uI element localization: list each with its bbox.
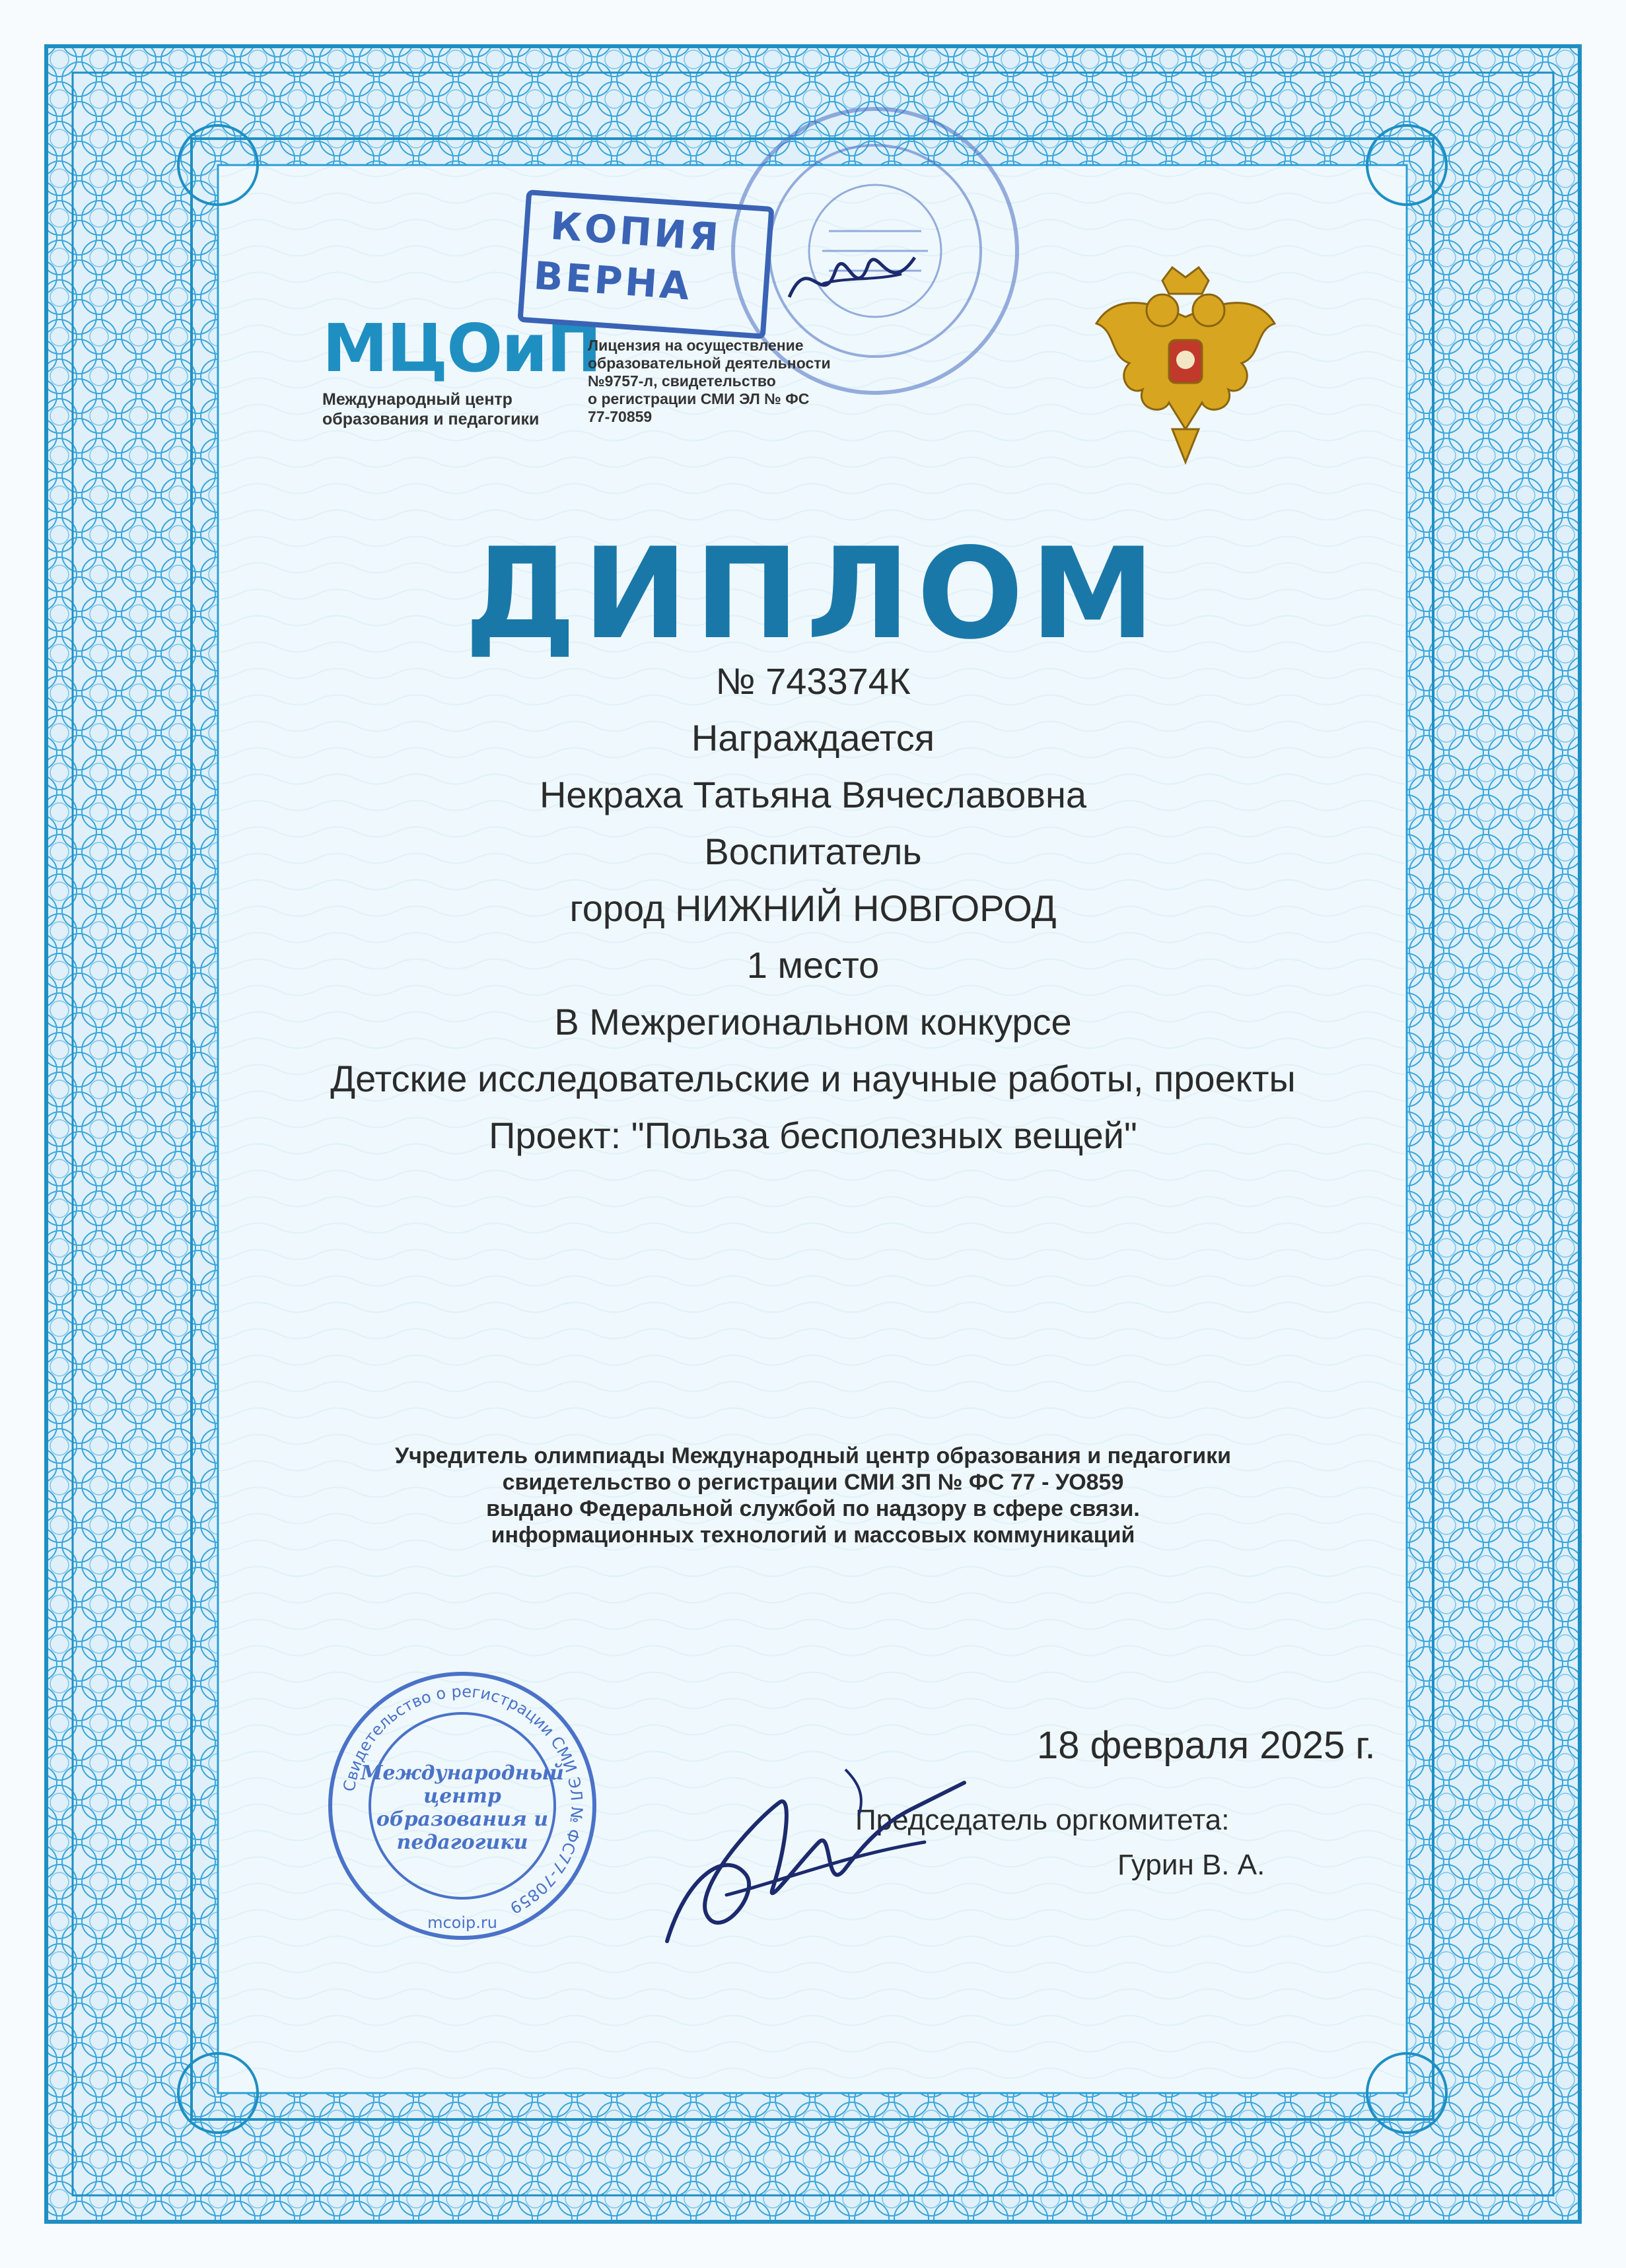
organization-round-stamp [324, 1667, 601, 1944]
copy-certified-stamp [517, 189, 777, 339]
org-stamp-center-line: педагогики [396, 1831, 528, 1854]
awarded-label: Награждается [691, 717, 935, 759]
recipient-position: Воспитатель [704, 831, 922, 872]
recipient-city: город НИЖНИЙ НОВГОРОД [569, 887, 1057, 929]
org-stamp-center-line: центр [423, 1785, 501, 1808]
award-place: 1 место [746, 944, 880, 986]
license-line: образовательной деятельности [588, 355, 831, 372]
copy-stamp-line2: ВЕРНА [532, 253, 693, 309]
founder-line: выдано Федеральной службой по надзору в сфере связи. [486, 1496, 1140, 1521]
diploma-title: ДИПЛОМ [464, 521, 1162, 667]
org-stamp-ring-text: Свидетельство о регистрации СМИ ЭЛ № ФС77-70859 [339, 1682, 586, 1917]
logo-subtitle [322, 390, 573, 429]
issue-date: 18 февраля 2025 г. [1037, 1724, 1376, 1767]
license-line: о регистрации СМИ ЭЛ № ФС [588, 390, 810, 407]
founder-line: Учредитель олимпиады Международный центр образования и педагогики [394, 1443, 1232, 1468]
org-stamp-center-line: Международный [361, 1762, 564, 1785]
chairman-signature [647, 1743, 977, 1961]
coat-of-arms-icon [1090, 264, 1281, 469]
diploma-number: № 743374К [715, 660, 911, 702]
founder-info [0, 1443, 1626, 1548]
founder-line: свидетельство о регистрации СМИ ЗП № ФС 77 - УО859 [502, 1470, 1124, 1495]
chairman-label: Председатель оргкомитета: [855, 1804, 1230, 1836]
chairman-name: Гурин В. А. [1117, 1849, 1265, 1881]
org-stamp-site: mcoip.ru [427, 1913, 497, 1932]
recipient-name: Некраха Татьяна Вячеславовна [539, 774, 1087, 815]
copy-stamp-signature [783, 238, 921, 324]
logo-subtitle-line: образования и педагогики [322, 410, 540, 429]
copy-stamp-line1: КОПИЯ [549, 203, 723, 260]
org-stamp-center-line: образования и [376, 1808, 549, 1831]
license-line: 77-70859 [588, 408, 653, 425]
project-title: Проект: "Польза бесполезных вещей" [489, 1115, 1137, 1156]
logo-mark [322, 310, 601, 387]
competition-name: В Межрегиональном конкурсе [554, 1001, 1072, 1043]
nomination: Детские исследовательские и научные работы, проекты [330, 1058, 1296, 1099]
license-info [588, 337, 852, 426]
founder-line: информационных технологий и массовых коммуникаций [491, 1523, 1135, 1548]
license-line: №9757-л, свидетельство [588, 372, 776, 390]
mcoip-logo [322, 310, 601, 429]
logo-subtitle-line: Международный центр [322, 390, 513, 409]
logo-text: МЦОиП [322, 310, 601, 387]
license-line: Лицензия на осуществление [588, 337, 804, 354]
